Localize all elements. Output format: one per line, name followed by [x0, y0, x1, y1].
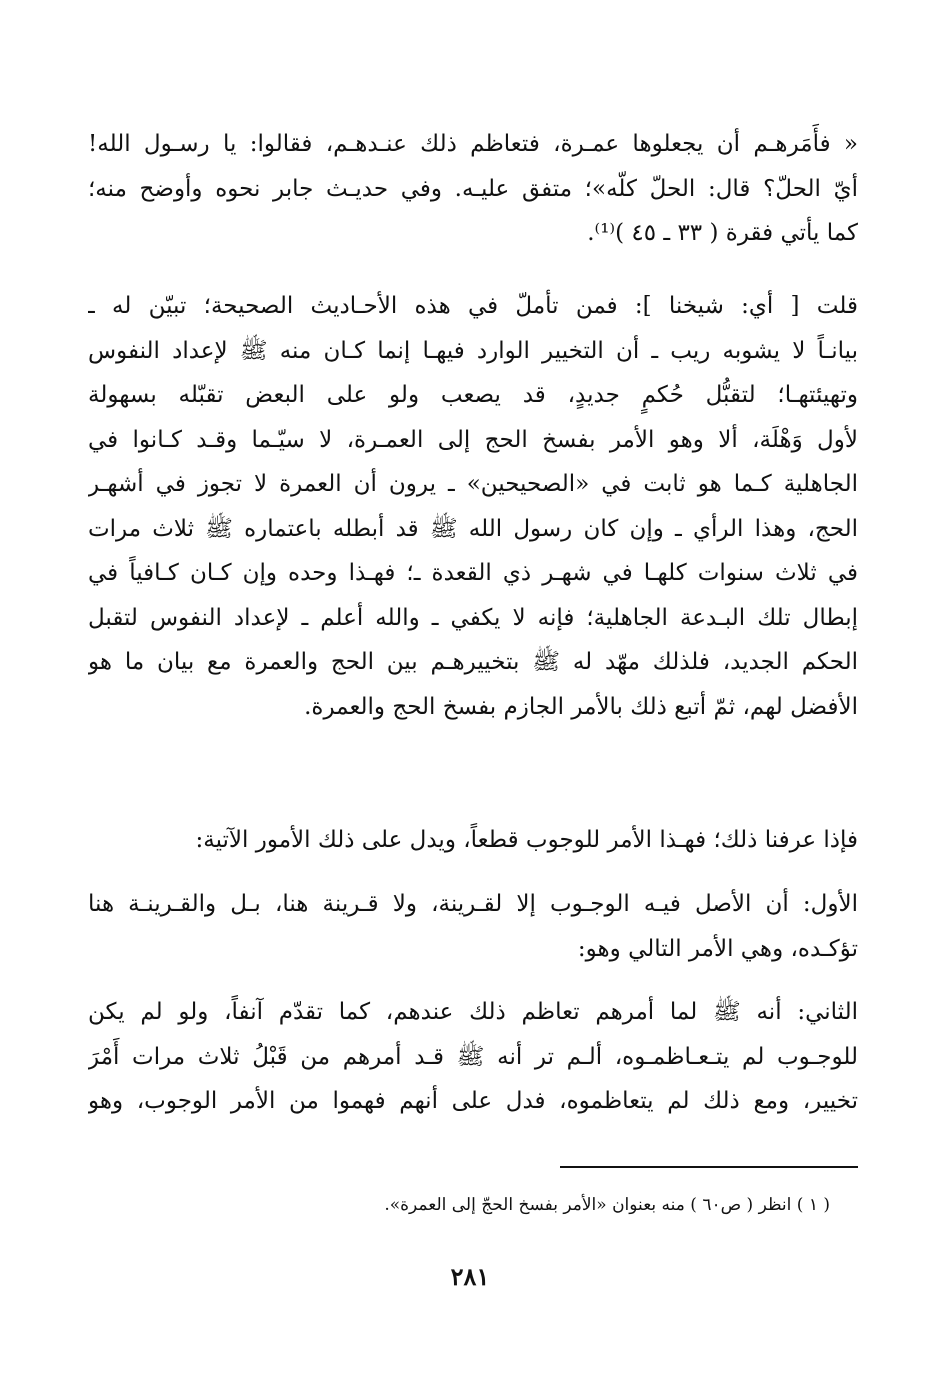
text-line: بيانـاً لا يشوبه ريب ـ أن التخيير الوارد فيهـا إنما كـان منه ﷺ لإعداد النفوس: [88, 337, 858, 364]
footnote: ( ١ ) انظر ( ص٦٠ ) منه بعنوان «الأمر بفسخ الحجّ إلى العمرة».: [384, 1195, 830, 1215]
text-line: لأول وَهْلَة، ألا وهو الأمر بفسخ الحج إلى العمـرة، لا سيّـما وقـد كـانوا في: [88, 426, 858, 453]
footnote-divider: [560, 1166, 858, 1168]
page-number: ٢٨١: [450, 1262, 490, 1291]
text-line: أيّ الحلّ؟ قال: الحلّ كلّه»؛ متفق عليـه. وفي حديـث جابر نحوه وأوضح منه؛: [88, 175, 858, 202]
text-line: تؤكـده، وهي الأمر التالي وهو:: [577, 935, 858, 962]
text-line: للوجـوب لم يتـعـاظمـوه، ألـم تر أنه ﷺ قـد أمرهم من قَبْلُ ثلاث مرات أَمْرَ: [88, 1043, 858, 1070]
text-line: الأفضل لهم، ثمّ أتبع ذلك بالأمر الجازم بفسخ الحج والعمرة.: [304, 693, 858, 720]
text-line: وتهيئتهـا؛ لتقبُّل حُكمٍ جديدٍ، قد يصعب ولو على البعض تقبّله بسهولة: [88, 382, 858, 408]
paragraph-commentary: [88, 284, 858, 729]
paragraph-conclusion: [88, 818, 858, 863]
text-line: في ثلاث سنوات كلهـا في شهـر ذي القعدة ـ؛ فهـذا وحده وإن كـان كـافياً في: [88, 560, 858, 586]
paragraph-hadith-quote: [88, 122, 858, 256]
text-line: الأول: أن الأصل فيـه الوجـوب إلا لقـرينة، ولا قـرينة هنا، بـل والقـرينـة هنا: [88, 891, 858, 917]
text-line: الحكم الجديد، فلذلك مهّد له ﷺ بتخييرهـم بين الحج والعمرة مع بيان ما هو: [88, 649, 858, 675]
text-line: الثاني: أنه ﷺ لما أمرهم تعاظم ذلك عندهم، كما تقدّم آنفاً، ولو لم يكن: [88, 999, 858, 1025]
text-line: الجاهلية كـما هو ثابت في «الصحيحين» ـ يرون أن العمرة لا تجوز في أشهـر: [88, 471, 858, 497]
text-line: « فأَمَرهـم أن يجعلوها عمـرة، فتعاظم ذلك عنـدهـم، فقالوا: يا رسـول الله!: [88, 131, 858, 157]
text-line: إبطال تلك البـدعة الجاهلية؛ فإنه لا يكفي ـ والله أعلم ـ لإعداد النفوس لتقبل: [88, 604, 858, 631]
paragraph-second-point: [88, 990, 858, 1124]
text-line: كما يأتي فقرة ( ٣٣ ـ ٤٥ )⁽¹⁾.: [587, 220, 858, 246]
text-line: تخيير، ومع ذلك لم يتعاظموه، فدل على أنهم فهموا من الأمر الوجوب، وهو: [88, 1088, 858, 1114]
paragraph-first-point: [88, 882, 858, 971]
text-line: فإذا عرفنا ذلك؛ فهـذا الأمر للوجوب قطعاً، ويدل على ذلك الأمور الآتية:: [195, 827, 858, 853]
text-line: الحج، وهذا الرأي ـ وإن كان رسول الله ﷺ قد أبطله باعتماره ﷺ ثلاث مرات: [88, 515, 858, 542]
text-line: قلت [ أي: شيخنا ]: فمن تأملّ في هذه الأحـاديث الصحيحة؛ تبيّن له ـ: [88, 293, 858, 319]
